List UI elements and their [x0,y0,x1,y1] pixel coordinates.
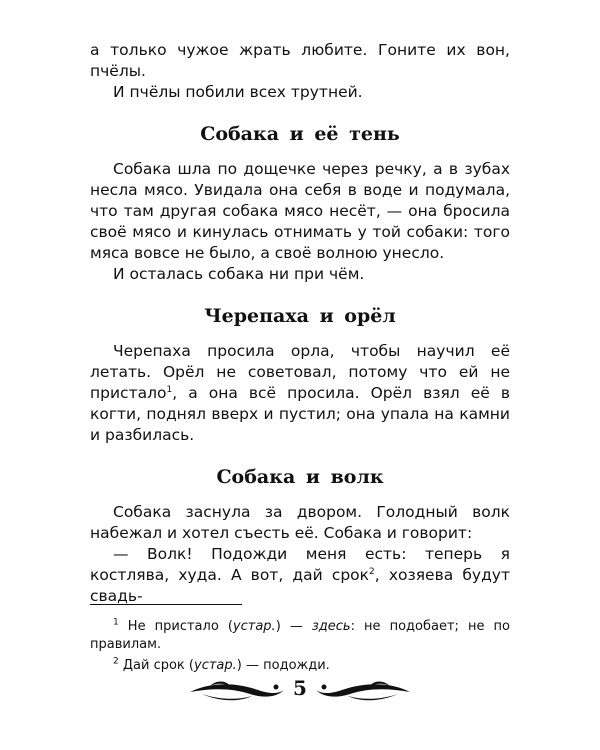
dog-wolf-paragraph: Собака заснула за двором. Голодный волк набежал и хотел съесть её. Собака и говорит: [90,503,510,542]
footnote-1-text: : не подобает; не по правилам. [90,619,510,652]
dog-wolf-dialogue [90,544,510,607]
continuation-closing-line: И пчёлы побили всех трутней. [113,83,363,101]
page-number: 5 [293,676,307,700]
footnote-2-number: 2 [113,656,119,667]
footnote-2-text: подожди. [263,658,330,673]
footnote-2-term: Дай срок [122,658,185,673]
dog-wolf-dialogue-text-b: , хозяева будут свадь- [90,566,511,605]
footnote-2-label: устар. [194,658,237,673]
turtle-eagle-text-b: , а она всё просила. Орёл взял её в когти, поднял вверх и пустил; она упала на камни и разбилась. [90,384,510,444]
continuation-paragraph: а только чужое жрать любите. Гоните их вон, пчёлы. [90,41,510,80]
footnote-1-number: 1 [113,617,119,628]
footnote-2: $^2$ Дай срок (устар.) — подожди. [113,656,330,673]
footnote-1-dash: — [289,619,303,634]
footnote-1-here: здесь [311,619,351,634]
footnote-2-dash: — [246,658,259,673]
dog-shadow-closing-line: И осталась собака ни при чём. [113,265,365,283]
footnote-1-term: Не пристало [127,619,219,634]
dog-wolf-dialogue-text-a: — Волк! Подожди меня есть: теперь я костлява, худа. А вот, дай срок [90,545,510,584]
section-title-dog-wolf: Собака и волк [216,466,384,488]
section-title-dog-shadow: Собака и её тень [200,123,400,145]
turtle-eagle-text-a: Черепаха просила орла, чтобы научил её летать. Орёл не советовал, потому что ей не пристало [90,342,510,402]
turtle-eagle-paragraph [90,341,510,446]
page-body [90,40,510,607]
footnote-ref-2: 2 [369,566,375,577]
footnote-separator [90,604,242,605]
footnote-1-label: устар. [232,619,276,634]
footnote-ref-1: 1 [166,384,173,395]
dog-shadow-paragraph: Собака шла по дощечке через речку, а в зубах несла мясо. Увидала она себя в воде и подумала, что там другая собака мясо несёт, — она бросила своё мясо и кинулась отнимать у той собаки: того мяса вовсе не было, а своё волною унесло. [90,160,510,262]
section-title-turtle-eagle: Черепаха и орёл [204,305,396,327]
footnote-1: $^1$ Не пристало (устар.) — здесь: не подобает; не по правилам. [90,617,510,652]
